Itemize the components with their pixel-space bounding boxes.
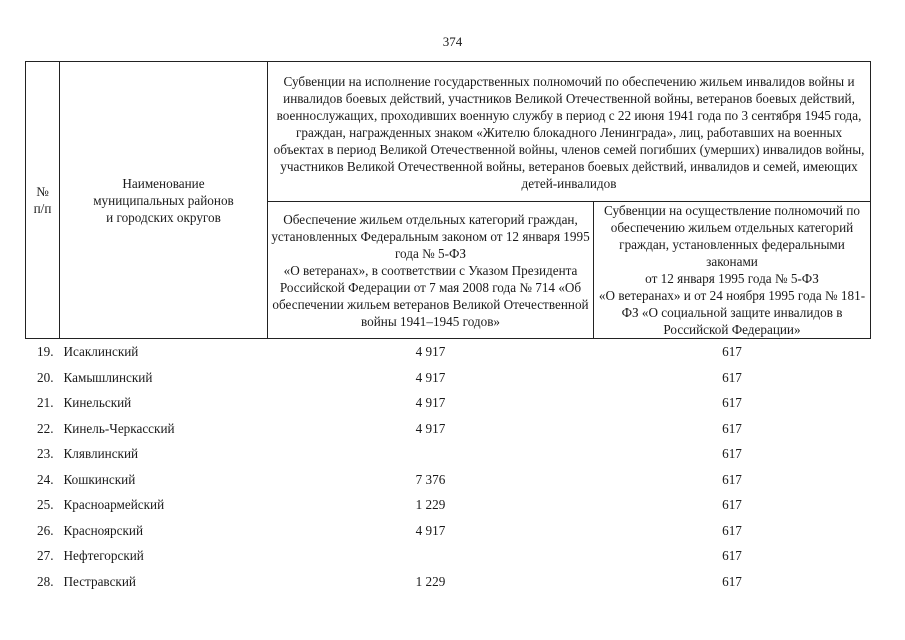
row-value-a: 4 917 bbox=[415, 420, 446, 436]
header-col-a-cell bbox=[268, 202, 594, 339]
row-value-a: 1 229 bbox=[415, 497, 446, 513]
row-value-a: 4 917 bbox=[415, 344, 446, 360]
row-value-b: 617 bbox=[722, 497, 742, 513]
row-value-b: 617 bbox=[722, 395, 742, 411]
row-num: 20. bbox=[37, 369, 54, 385]
row-value-b: 617 bbox=[722, 548, 742, 564]
header-col-b-cell bbox=[594, 202, 871, 339]
row-num: 21. bbox=[37, 395, 54, 411]
row-district-name: Красноярский bbox=[63, 522, 144, 538]
table-row bbox=[26, 441, 871, 467]
table-row bbox=[26, 569, 871, 595]
row-num: 25. bbox=[37, 497, 54, 513]
table-row bbox=[26, 492, 871, 518]
header-group-title: Субвенции на исполнение государственных полномочий по обеспечению жильем инвалидов войны и инвалидов боевых действий, участников Великой Отечественной войны, ветеранов боевых действий, военнослужащих, проходивших военную службу в период с 22 июня 1941 года по 3 сентября 1945 года, граждан, награжденных знаком «Жителю блокадного Ленинграда», лиц, работавших на военных объектах в период Великой Отечественной войны, членов семей погибших (умерших) инвалидов войны, участников Великой Отечественной войны, ветеранов боевых действий, инвалидов и семей, имеющих детей-инвалидов bbox=[273, 73, 865, 191]
header-col-a-label: Обеспечение жильем отдельных категорий граждан, установленных Федеральным законом от 12 января 1995 года № 5-ФЗ «О ветеранах», в соответствии с Указом Президента Российской Федерации от 7 мая 2008 года № 714 «Об обеспечении жильем ветеранов Великой Отечественной войны 1941–1945 годов» bbox=[271, 211, 590, 329]
table-row bbox=[26, 416, 871, 442]
row-num: 28. bbox=[37, 573, 54, 589]
row-value-a bbox=[268, 441, 594, 467]
table-row bbox=[26, 518, 871, 544]
row-num: 24. bbox=[37, 471, 54, 487]
row-value-a: 4 917 bbox=[415, 522, 446, 538]
row-district-name: Кошкинский bbox=[63, 471, 136, 487]
row-value-b: 617 bbox=[722, 344, 742, 360]
row-num: 26. bbox=[37, 522, 54, 538]
row-district-name: Клявлинский bbox=[63, 446, 139, 462]
row-num: 19. bbox=[37, 344, 54, 360]
header-num-label: № п/п bbox=[33, 184, 52, 216]
row-value-b: 617 bbox=[722, 471, 742, 487]
row-num: 22. bbox=[37, 420, 54, 436]
row-num: 23. bbox=[37, 446, 54, 462]
header-group-cell bbox=[268, 62, 871, 202]
table-row bbox=[26, 390, 871, 416]
row-value-a bbox=[268, 543, 594, 569]
header-name-cell bbox=[60, 62, 268, 339]
row-value-a: 4 917 bbox=[415, 395, 446, 411]
row-value-b: 617 bbox=[722, 522, 742, 538]
table-row bbox=[26, 543, 871, 569]
row-value-b: 617 bbox=[722, 369, 742, 385]
table-row bbox=[26, 467, 871, 493]
row-district-name: Пестравский bbox=[63, 573, 136, 589]
row-district-name: Кинель-Черкасский bbox=[63, 420, 175, 436]
row-district-name: Исаклинский bbox=[63, 344, 139, 360]
row-district-name: Камышлинский bbox=[63, 369, 153, 385]
row-value-b: 617 bbox=[722, 446, 742, 462]
page-number: 374 bbox=[442, 34, 463, 49]
row-district-name: Красноармейский bbox=[63, 497, 165, 513]
header-col-b-label: Субвенции на осуществление полномочий по обеспечению жильем отдельных категорий граждан, установленных федеральными законами от 12 января 1995 года № 5-ФЗ «О ветеранах» и от 24 ноября 1995 года № 181-ФЗ «О социальной защите инвалидов в Российской Федерации» bbox=[598, 203, 866, 337]
row-num: 27. bbox=[37, 548, 54, 564]
row-value-b: 617 bbox=[722, 420, 742, 436]
header-name-label: Наименование муниципальных районов и городских округов bbox=[93, 175, 234, 225]
row-value-a: 4 917 bbox=[415, 369, 446, 385]
table-row bbox=[26, 339, 871, 365]
row-value-b: 617 bbox=[722, 573, 742, 589]
row-district-name: Кинельский bbox=[63, 395, 132, 411]
subvention-table bbox=[25, 61, 871, 594]
table-header bbox=[26, 62, 871, 339]
table-row bbox=[26, 365, 871, 391]
header-row-top bbox=[26, 62, 871, 202]
table-body bbox=[26, 339, 871, 595]
row-value-a: 7 376 bbox=[415, 471, 446, 487]
row-district-name: Нефтегорский bbox=[63, 548, 144, 564]
row-value-a: 1 229 bbox=[415, 573, 446, 589]
header-num-cell bbox=[26, 62, 60, 339]
